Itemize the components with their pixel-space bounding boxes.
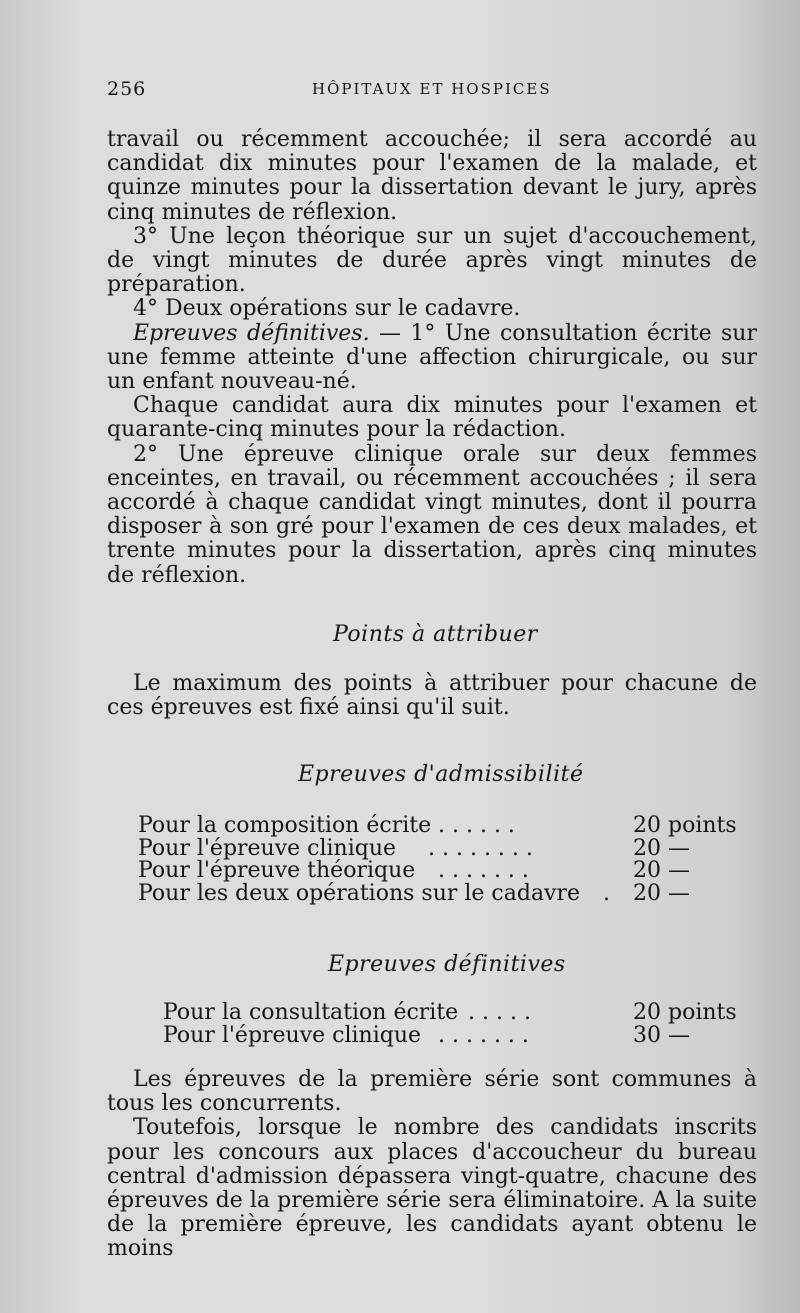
definitive-table: [163, 1002, 743, 1050]
row-dots: . . . . . .: [438, 813, 515, 838]
paragraph: travail ou récemment accouchée; il sera accordé au candidat dix minutes pour l'examen de la malade, et quinze minutes pour la dissertation devant le jury, après cinq minutes de réflexion.: [107, 127, 757, 225]
paragraph: Chaque candidat aura dix minutes pour l'examen et quarante-cinq minutes pour la rédaction.: [107, 393, 757, 443]
row-dots: . . . . .: [468, 1000, 531, 1025]
row-value: 20 —: [633, 858, 690, 883]
running-title: HÔPITAUX ET HOSPICES: [312, 80, 552, 98]
heading-points: Points à attribuer: [333, 622, 538, 647]
admissibility-table: [138, 815, 738, 910]
row-label: Pour l'épreuve clinique: [138, 835, 397, 861]
row-label: Pour la composition écrite: [138, 813, 432, 838]
row-label: Pour la consultation écrite: [163, 1000, 459, 1025]
row-value: 20 points: [633, 1000, 737, 1025]
page-header: [107, 78, 777, 106]
text-block-points: [107, 672, 757, 720]
row-value: 20 points: [633, 813, 737, 838]
paragraph: Toutefois, lorsque le nombre des candidats inscrits pour les concours aux places d'accoucheur du bureau central d'admission dépassera vingt-quatre, chacune des épreuves de la première série sera éliminatoire. A la suite de la première épreuve, les candidats ayant obtenu le moins: [107, 1115, 757, 1262]
paragraph: 4° Deux opérations sur le cadavre.: [133, 296, 521, 322]
row-dots: . . . . . . . .: [428, 835, 533, 861]
row-label: Pour l'épreuve clinique: [163, 1022, 422, 1048]
row-value: 20 —: [633, 835, 690, 861]
row-dots: . . . . . . .: [438, 1022, 529, 1048]
paragraph: Les épreuves de la première série sont communes à tous les concurrents.: [107, 1067, 757, 1117]
table-row: [138, 880, 738, 906]
row-value: 20 —: [633, 880, 690, 906]
table-row: [138, 860, 738, 883]
table-row: [163, 1022, 743, 1048]
paragraph: 3° Une leçon théorique sur un sujet d'accouchement, de vingt minutes de durée après vingt minutes de préparation.: [107, 223, 757, 298]
page-number: 256: [107, 78, 147, 100]
text-block-bottom: [107, 1068, 757, 1262]
paragraph-text: — 1° Une consultation écrite sur une femme atteinte d'une affection chirurgicale, ou sur un enfant nouveau-né.: [107, 320, 757, 395]
text-block-top: [107, 128, 757, 588]
table-row: [138, 835, 738, 861]
table-row: [138, 815, 738, 838]
row-dots: . . . . . . .: [438, 858, 529, 883]
heading-admissibility: Epreuves d'admissibilité: [298, 762, 584, 787]
section-label: Epreuves définitives.: [133, 320, 370, 346]
row-label: Pour l'épreuve théorique: [138, 858, 416, 883]
paragraph: Le maximum des points à attribuer pour chacune de ces épreuves est fixé ainsi qu'il suit.: [107, 671, 757, 721]
table-row: [163, 1002, 743, 1025]
row-label: Pour les deux opérations sur le cadavre: [138, 880, 581, 906]
paragraph: [107, 322, 757, 395]
row-value: 30 —: [633, 1022, 690, 1048]
paragraph: 2° Une épreuve clinique orale sur deux femmes enceintes, en travail, ou récemment accouchées ; il sera accordé à chaque candidat vingt minutes, dont il pourra disposer à son gré pour l'examen de ces deux malades, et trente minutes pour la dissertation, après cinq minutes de réflexion.: [107, 441, 757, 588]
row-dots: .: [603, 880, 610, 906]
heading-definitive: Epreuves définitives: [328, 952, 566, 977]
